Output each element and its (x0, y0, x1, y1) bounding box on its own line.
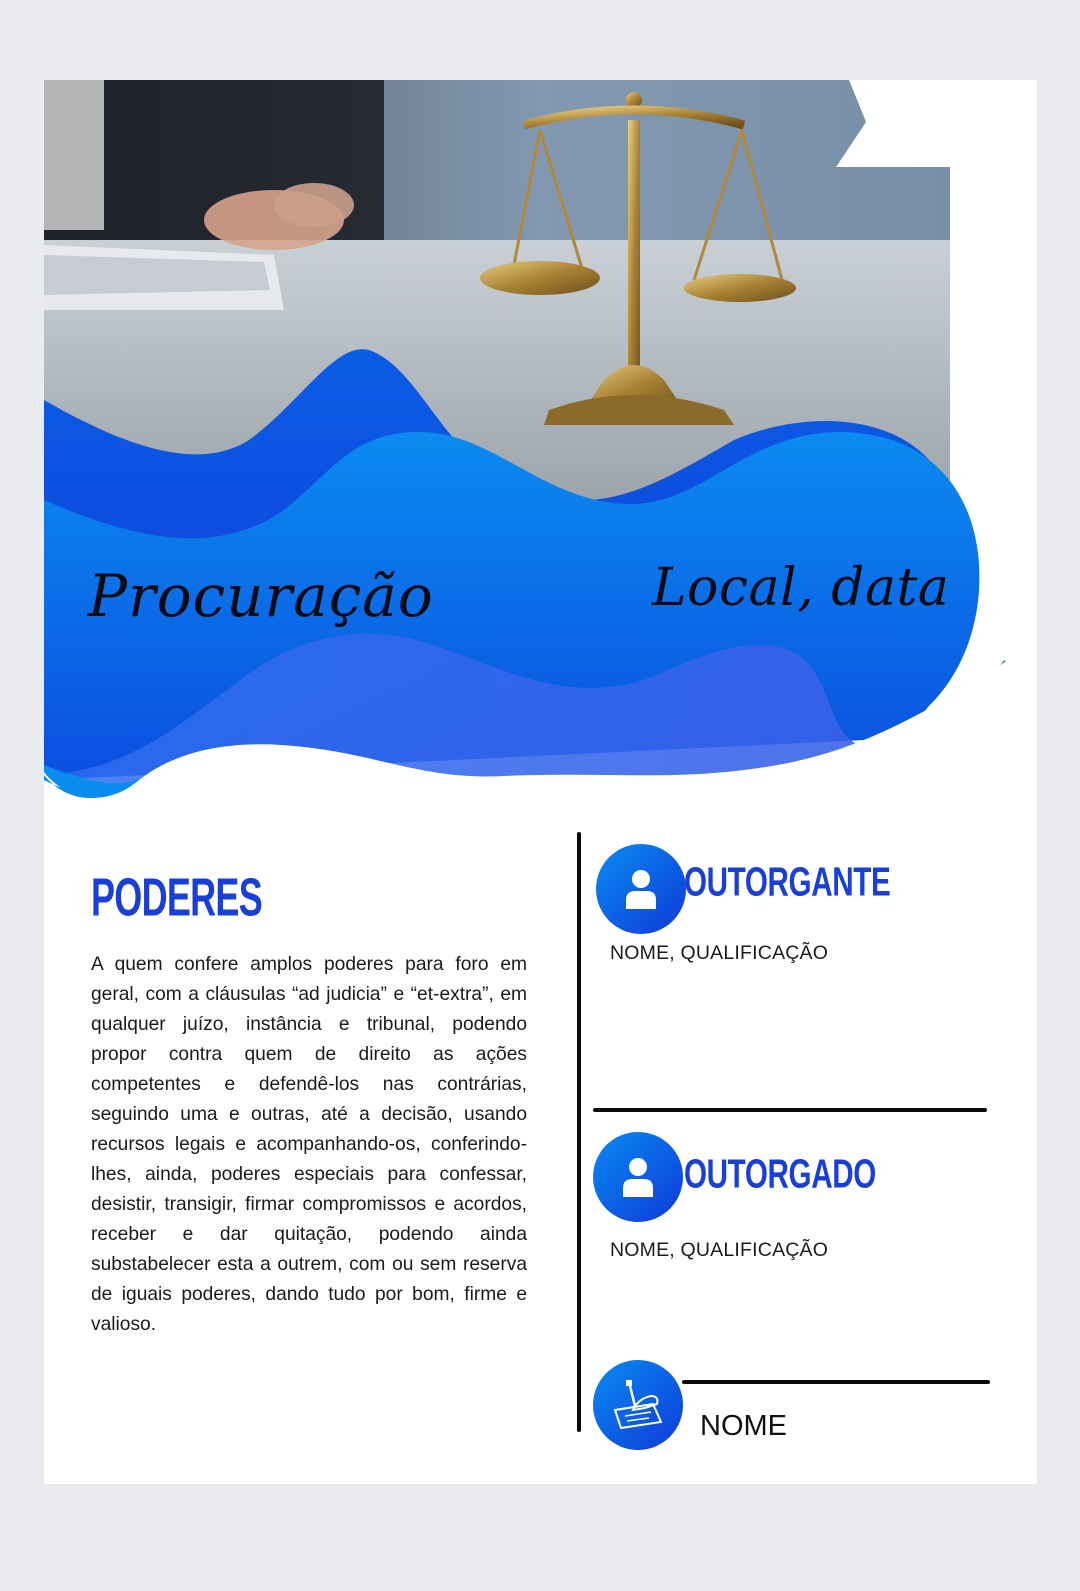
document-page (44, 80, 1037, 1484)
grantee-heading: OUTORGADO (684, 1152, 876, 1198)
place-date: Local, data (652, 558, 950, 618)
document-title: Procuração (88, 562, 434, 630)
grantor-value: NOME, QUALIFICAÇÃO (610, 942, 829, 964)
party-separator (593, 1108, 987, 1112)
grantee-badge (593, 1132, 683, 1222)
user-icon (621, 1157, 655, 1197)
powers-heading: PODERES (91, 867, 263, 928)
powers-text: A quem confere amplos poderes para foro em geral, com a cláusulas “ad judicia” e “et-extra”, em qualquer juízo, instância e tribunal, podendo propor contra quem de direito as ações competentes e defendê-los nas contrárias, seguindo uma e outras, até a decisão, usando recursos legais e acompanhando-os, conferindo-lhes, ainda, poderes especiais para confessar, desistir, transigir, firmar compromissos e acordos, receber e dar quitação, podendo ainda substabelecer esta a outrem, com ou sem reserva de iguais poderes, dando tudo por bom, firme e valioso. (91, 954, 527, 1335)
user-icon (624, 869, 658, 909)
grantor-badge (596, 844, 686, 934)
column-divider (577, 832, 581, 1432)
grantor-heading: OUTORGANTE (684, 860, 891, 906)
grantee-value: NOME, QUALIFICAÇÃO (610, 1239, 829, 1261)
signing-contract-icon (609, 1380, 667, 1430)
hero-illustration (44, 80, 1037, 830)
signature-badge (593, 1360, 683, 1450)
signature-name: NOME (700, 1410, 787, 1442)
signature-line (682, 1380, 990, 1384)
